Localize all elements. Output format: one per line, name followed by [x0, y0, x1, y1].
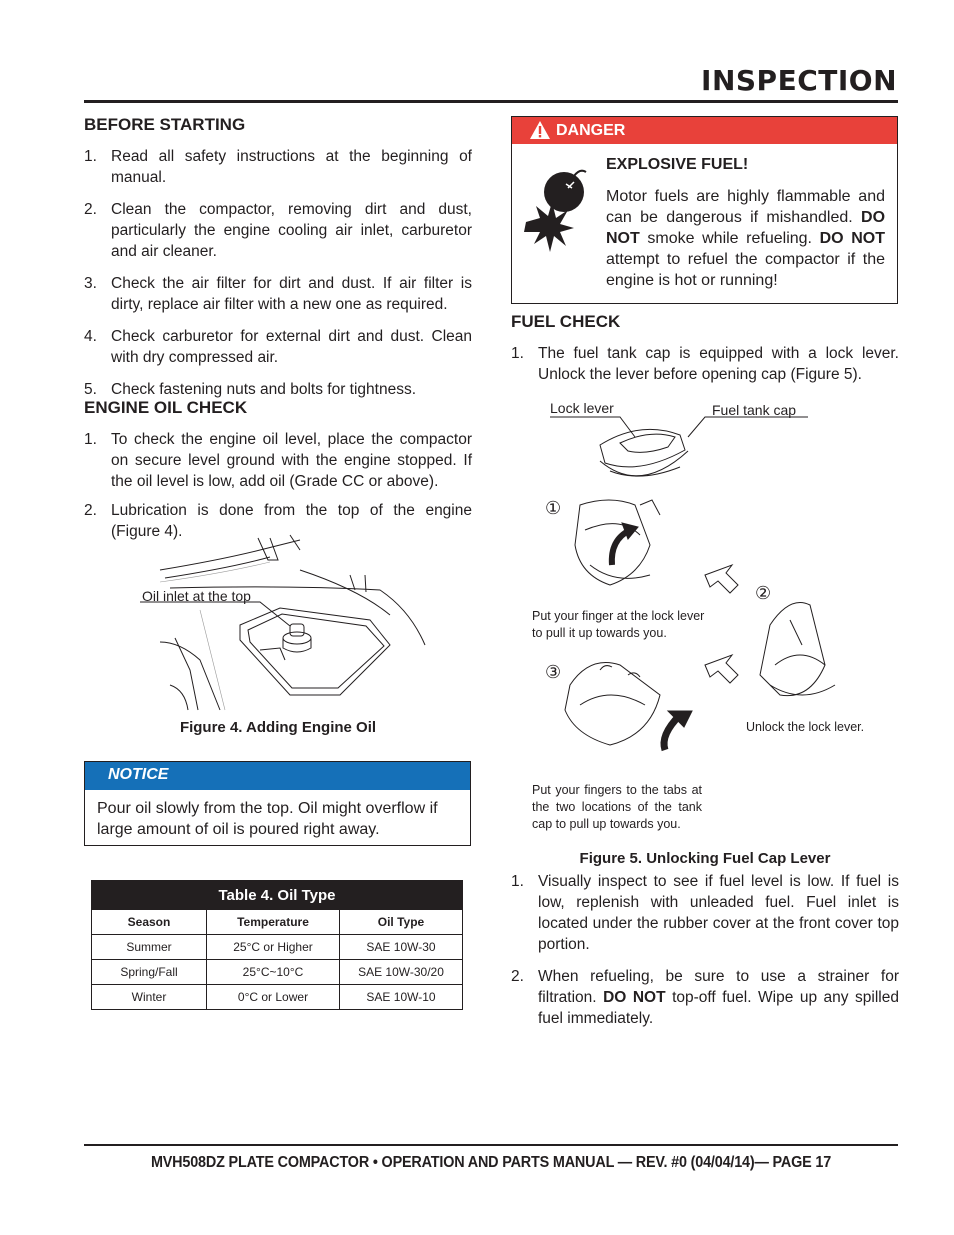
figure-5-caption: Figure 5. Unlocking Fuel Cap Lever	[579, 850, 831, 867]
notice-text: Pour oil slowly from the top. Oil might overflow if large amount of oil is poured right away.	[97, 800, 438, 838]
table-row	[92, 960, 463, 985]
list-item	[84, 429, 472, 492]
item-number: 1.	[84, 431, 97, 448]
fuel-check-continued	[511, 871, 899, 1029]
fuel-check-heading: FUEL CHECK	[511, 312, 621, 331]
item-text: The fuel tank cap is equipped with a lock lever. Unlock the lever before opening cap (Figure 5).	[538, 345, 899, 383]
page-footer: MVH508DZ PLATE COMPACTOR • OPERATION AND PARTS MANUAL — REV. #0 (04/04/14)— PAGE 17	[150, 1154, 832, 1171]
warning-triangle-icon	[529, 120, 551, 140]
list-item	[511, 966, 899, 1029]
table-cell: Winter	[92, 985, 207, 1010]
notice-label: NOTICE	[85, 762, 470, 790]
list-item	[84, 199, 472, 262]
item-text: Visually inspect to see if fuel level is low. If fuel is low, replenish with unleaded fuel. Fuel inlet is located under the rubber cover at the front cover top portion.	[538, 873, 899, 953]
figure-4-caption: Figure 4. Adding Engine Oil	[179, 719, 377, 736]
table-cell: Spring/Fall	[92, 960, 207, 985]
table-cell: Summer	[92, 935, 207, 960]
step-1-marker: ①	[545, 498, 562, 518]
item-text: Clean the compactor, removing dirt and dust, particularly the engine cooling air inlet, carburetor and air cleaner.	[111, 201, 472, 260]
item-text: Read all safety instructions at the beginning of manual.	[111, 148, 472, 186]
explosion-icon	[522, 162, 594, 262]
table-row	[92, 985, 463, 1010]
danger-title: EXPLOSIVE FUEL!	[606, 156, 749, 173]
step-2-marker: ②	[755, 583, 772, 603]
lock-lever-label: Lock lever	[550, 400, 614, 416]
notice-box	[84, 761, 471, 846]
danger-text-3: attempt to refuel the compactor if the engine is hot or running!	[606, 251, 885, 289]
list-item	[84, 326, 472, 368]
oil-inlet-label: Oil inlet at the top	[142, 588, 251, 604]
footer-rule	[84, 1144, 898, 1146]
item-number: 2.	[84, 201, 97, 218]
item-text: Check the air filter for dirt and dust. If air filter is dirty, replace air filter with a new one as required.	[111, 275, 472, 313]
item-text: When refueling, be sure to use a strainer for filtration.	[538, 968, 899, 1006]
item-text: To check the engine oil level, place the compactor on secure level ground with the engine stopped. If the oil level is low, add oil (Grade CC or above).	[111, 431, 472, 490]
step-3-marker: ③	[545, 662, 562, 682]
column-header: Oil Type	[340, 910, 463, 935]
engine-oil-illustration	[140, 530, 440, 712]
oil-type-table	[91, 880, 463, 1010]
table-cell: 25°C or Higher	[207, 935, 340, 960]
item-number: 1.	[511, 873, 524, 890]
item-number: 3.	[84, 275, 97, 292]
danger-box	[511, 116, 898, 304]
table-cell: 25°C~10°C	[207, 960, 340, 985]
danger-text-2: smoke while refueling.	[647, 230, 813, 247]
item-number: 5.	[84, 381, 97, 398]
table-caption: Table 4. Oil Type	[92, 881, 463, 910]
table-cell: SAE 10W-30	[340, 935, 463, 960]
engine-oil-section	[84, 398, 472, 542]
item-strong: DO NOT	[603, 989, 666, 1006]
item-number: 4.	[84, 328, 97, 345]
item-number: 1.	[84, 148, 97, 165]
table-cell: 0°C or Lower	[207, 985, 340, 1010]
table-cell: SAE 10W-30/20	[340, 960, 463, 985]
step-2-caption: Unlock the lock lever.	[746, 720, 865, 734]
list-item	[511, 871, 899, 955]
danger-text-block	[606, 154, 885, 291]
danger-header	[512, 117, 897, 144]
list-item	[84, 379, 472, 400]
danger-strong-1: DO NOT	[606, 209, 886, 247]
danger-text-1: Motor fuels are highly flammable and can be dangerous if mishandled.	[606, 188, 885, 226]
item-text: Lubrication is done from the top of the engine (Figure 4).	[111, 502, 472, 540]
engine-oil-heading: ENGINE OIL CHECK	[84, 398, 248, 417]
item-number: 2.	[511, 968, 524, 985]
danger-strong-2: DO NOT	[819, 230, 886, 247]
page-title: INSPECTION	[701, 64, 897, 97]
column-header: Temperature	[207, 910, 340, 935]
step-3-caption: Put your fingers to the tabs at the two locations of the tank cap to pull up towards you.	[532, 783, 702, 831]
list-item	[511, 343, 899, 385]
header-rule	[84, 100, 898, 103]
before-starting-heading: BEFORE STARTING	[84, 115, 246, 134]
fuel-tank-cap-label: Fuel tank cap	[712, 402, 797, 418]
item-text: Check carburetor for external dirt and dust. Clean with dry compressed air.	[111, 328, 472, 366]
item-number: 2.	[84, 502, 97, 519]
danger-label: DANGER	[556, 122, 626, 139]
item-text: Check fastening nuts and bolts for tightness.	[111, 381, 417, 398]
list-item	[84, 273, 472, 315]
fuel-cap-illustration	[540, 415, 880, 755]
table-row	[92, 935, 463, 960]
list-item	[84, 146, 472, 188]
table-cell: SAE 10W-10	[340, 985, 463, 1010]
step-1-caption: Put your finger at the lock lever to pull it up towards you.	[532, 609, 705, 640]
item-text: top-off fuel. Wipe up any spilled fuel immediately.	[538, 989, 899, 1027]
item-number: 1.	[511, 345, 524, 362]
column-header: Season	[92, 910, 207, 935]
before-starting-section	[84, 115, 472, 400]
fuel-check-section	[511, 312, 899, 385]
